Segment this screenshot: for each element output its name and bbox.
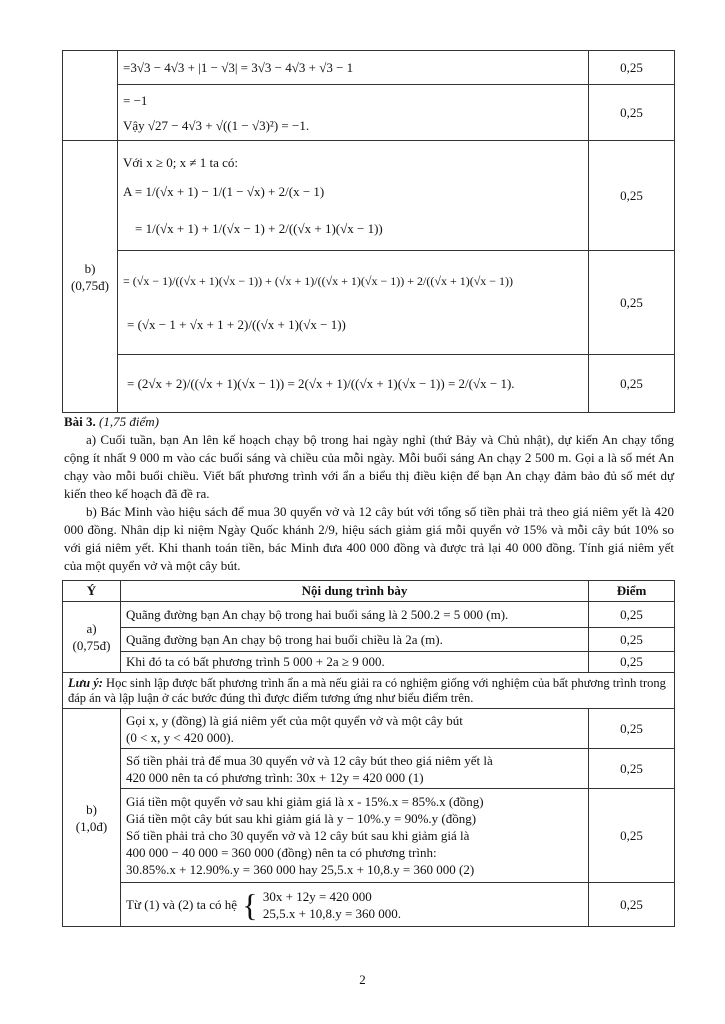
score-cell: 0,25 (589, 51, 675, 85)
part-a-label-cell (63, 602, 121, 673)
part-points: (0,75đ) (72, 638, 111, 653)
problem-part-a: a) Cuối tuần, bạn An lên kế hoạch chạy bộ trong hai ngày nghỉ (thứ Bảy và Chủ nhật), dự kiến An chạy tổng cộng ít nhất 9 000 m vào các buổi sáng và chiều của mỗi ngày. Mỗi buổi sáng An chạy 2 500 m. Gọi a là số mét An chạy vào mỗi buổi chiều. Viết bất phương trình với ẩn a biểu thị điều kiện để bạn An chạy đảm bảo đủ số mét dự kiến theo kế hoạch đã đề ra. (64, 432, 674, 501)
problem-points: (1,75 điểm) (99, 414, 159, 429)
note-text: Học sinh lập được bất phương trình ẩn a mà nếu giải ra có nghiệm giống với nghiệm của bất phương trình trong đáp án và lập luận ở các bước đúng thì được điểm tương ứng như biểu điểm trên. (68, 675, 666, 705)
score-cell: 0,25 (589, 141, 675, 251)
header-content: Nội dung trình bày (121, 581, 589, 602)
score-cell: 0,25 (589, 602, 675, 628)
score-cell: 0,25 (589, 789, 675, 883)
part-points: (1,0đ) (75, 818, 108, 834)
score-cell: 0,25 (589, 251, 675, 355)
score-cell: 0,25 (589, 628, 675, 652)
part-label: b) (86, 801, 97, 817)
score-cell: 0,25 (589, 85, 675, 141)
score-cell: 0,25 (589, 652, 675, 673)
solution-cell: =3√3 − 4√3 + |1 − √3| = 3√3 − 4√3 + √3 − 1 (118, 51, 589, 85)
system-brace: { (242, 886, 258, 923)
solution-cell: Giá tiền một quyển vở sau khi giảm giá là x - 15%.x = 85%.x (đồng) Giá tiền một cây bút sau khi giảm giá là y − 10%.y = 90%.y (đồng) Số tiền phải trả cho 30 quyển vở và 12 cây bút sau khi giảm giá là 400 000 − 40 000 = 360 000 (đồng) nên ta có phương trình: 30.85%.x + 12.90%.y = 360 000 hay 25,5.x + 10,8.y = 360 000 (2) (121, 789, 589, 883)
solution-cell: = (2√x + 2)/((√x + 1)(√x − 1)) = 2(√x + 1)/((√x + 1)(√x − 1)) = 2/(√x − 1). (118, 355, 589, 413)
solution-cell: = −1 Vậy √27 − 4√3 + √((1 − √3)²) = −1. (118, 85, 589, 141)
part-b-label-cell (63, 709, 121, 927)
part-label: b) (84, 260, 96, 276)
problem-statement (64, 413, 674, 575)
part-label: a) (86, 621, 97, 636)
equation-system: 30x + 12y = 420 000 25,5.x + 10,8.y = 360 000. (262, 888, 402, 921)
part-points: (0,75đ) (71, 277, 109, 293)
solution-cell: Với x ≥ 0; x ≠ 1 ta có: A = 1/(√x + 1) − 1/(1 − √x) + 2/(x − 1) = 1/(√x + 1) + 1/(√x − 1) + 2/((√x + 1)(√x − 1)) (118, 141, 589, 251)
header-y: Ý (63, 581, 121, 602)
problem-title: Bài 3. (64, 414, 96, 429)
solution-cell: Quãng đường bạn An chạy bộ trong hai buổi chiều là 2a (m). (121, 628, 589, 652)
solution-cell: = (√x − 1)/((√x + 1)(√x − 1)) + (√x + 1)/((√x + 1)(√x − 1)) + 2/((√x + 1)(√x − 1)) = (√x − 1 + √x + 1 + 2)/((√x + 1)(√x − 1)) (118, 251, 589, 355)
score-cell: 0,25 (589, 883, 675, 927)
note-cell (63, 673, 675, 709)
problem-part-b: b) Bác Minh vào hiệu sách để mua 30 quyển vở và 12 cây bút với tổng số tiền phải trả theo giá niêm yết là 420 000 đồng. Nhân dịp kỉ niệm Ngày Quốc khánh 2/9, hiệu sách giảm giá mỗi quyển vở 15% và mỗi cây bút 10% so với giá niêm yết. Khi thanh toán tiền, bác Minh đưa 400 000 đồng và được trả lại 40 000 đồng. Tính giá niêm yết của một quyển vở và một cây bút. (64, 504, 674, 573)
empty-label-cell (63, 51, 118, 141)
score-cell: 0,25 (589, 709, 675, 749)
answer-table-2 (62, 580, 675, 927)
solution-cell: Khi đó ta có bất phương trình 5 000 + 2a ≥ 9 000. (121, 652, 589, 673)
answer-table-1 (62, 50, 675, 413)
score-cell: 0,25 (589, 749, 675, 789)
solution-cell: Quãng đường bạn An chạy bộ trong hai buổi sáng là 2 500.2 = 5 000 (m). (121, 602, 589, 628)
solution-cell: Gọi x, y (đồng) là giá niêm yết của một quyển vở và một cây bút (0 < x, y < 420 000). (121, 709, 589, 749)
solution-cell: Từ (1) và (2) ta có hệ { 30x + 12y = 420 000 25,5.x + 10,8.y = 360 000. (121, 883, 589, 927)
part-b-label-cell (63, 141, 118, 413)
note-label: Lưu ý: (68, 675, 103, 690)
page-number: 2 (359, 972, 366, 987)
header-score: Điểm (589, 581, 675, 602)
solution-cell: Số tiền phải trả để mua 30 quyển vở và 12 cây bút theo giá niêm yết là 420 000 nên ta có phương trình: 30x + 12y = 420 000 (1) (121, 749, 589, 789)
score-cell: 0,25 (589, 355, 675, 413)
